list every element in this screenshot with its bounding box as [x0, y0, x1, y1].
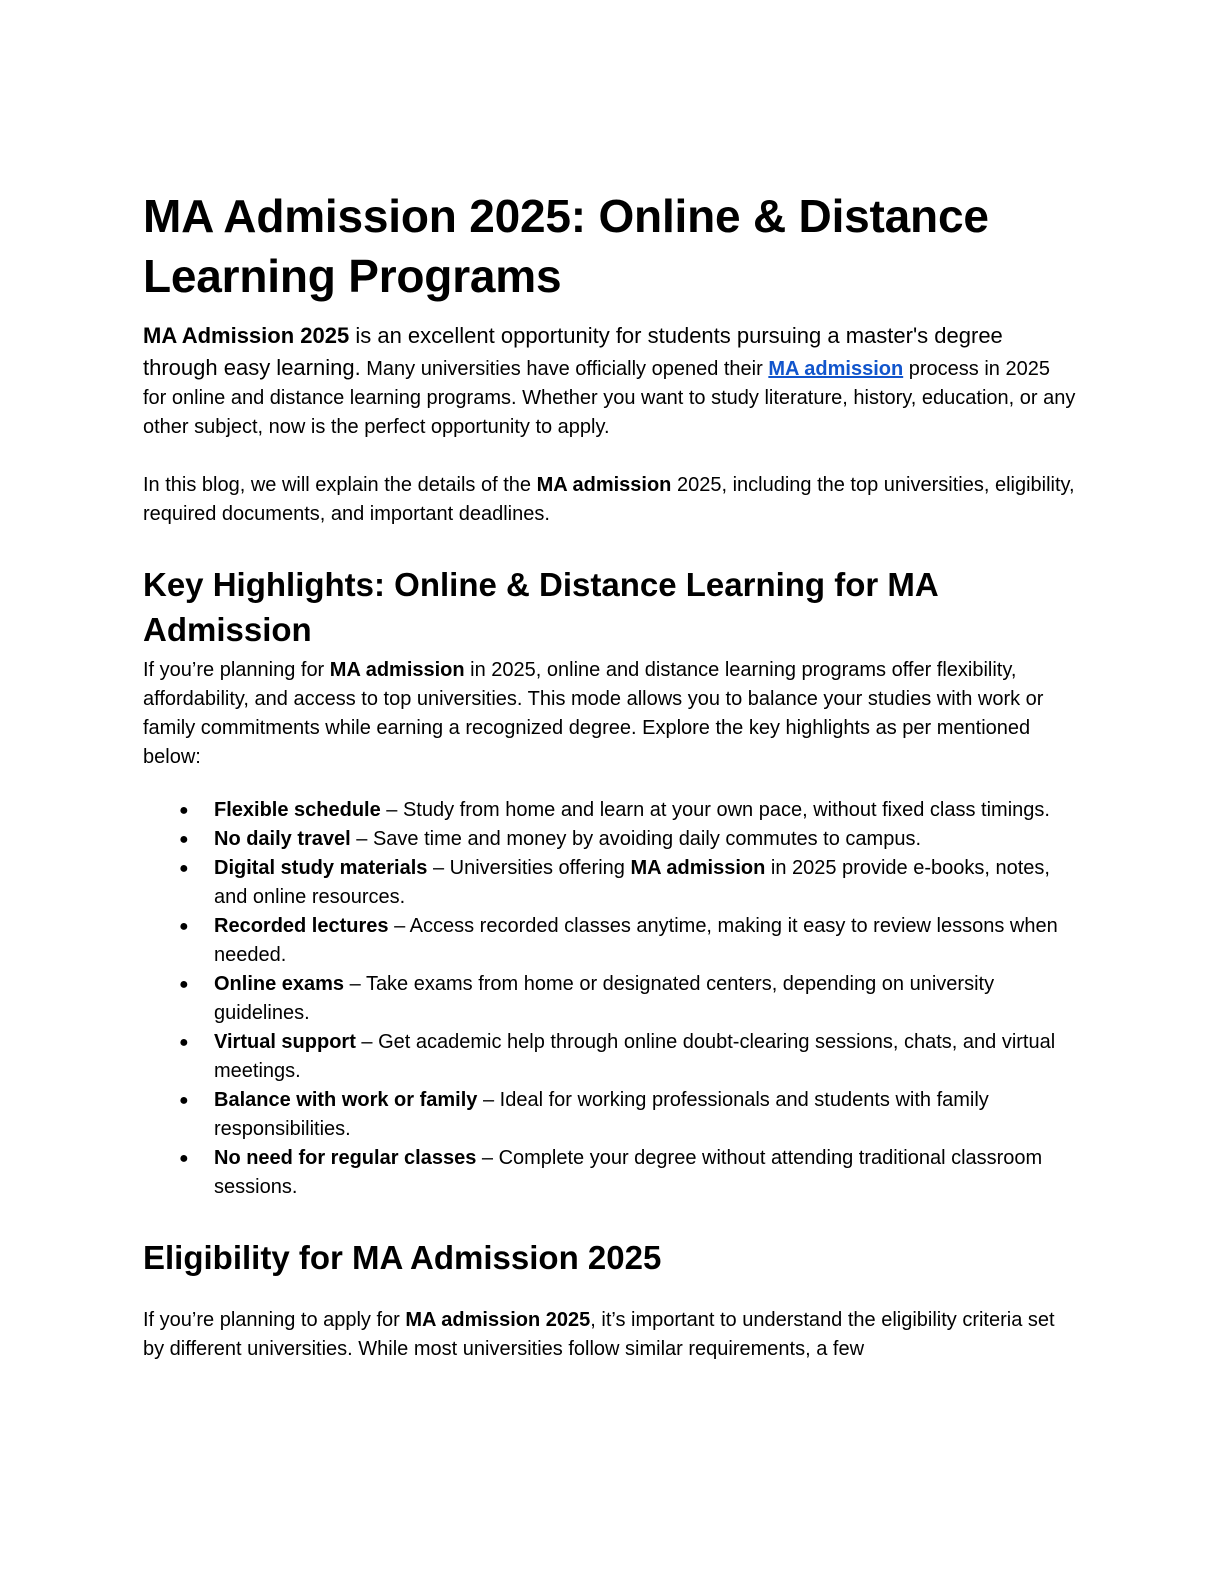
- elig-bold: MA admission 2025: [405, 1309, 591, 1331]
- ma-admission-link[interactable]: MA admission: [768, 358, 904, 380]
- page-title: MA Admission 2025: Online & Distance Learning Programs: [143, 190, 989, 302]
- eligibility-heading: Eligibility for MA Admission 2025: [143, 1239, 662, 1276]
- bullet-bold: Flexible schedule: [214, 799, 381, 821]
- list-item: [143, 1144, 1078, 1202]
- bullet-text: – Access recorded classes anytime, making it easy to review lessons when needed.: [214, 915, 1058, 966]
- kh-text-b: in 2025, online and distance learning programs offer flexibility, affordability, and access to top universities. This mode allows you to balance your studies with work or family commitments while earning a recognized degree. Explore the key highlights as per mentioned below:: [143, 659, 1044, 768]
- key-highlights-paragraph: [143, 656, 1078, 772]
- intro-text-b: Many universities have officially opened their: [360, 358, 769, 380]
- bullet-bold: Virtual support: [214, 1031, 356, 1053]
- elig-text-b: , it’s important to understand the eligibility criteria set by different universities. While most universities follow similar requirements, a few: [143, 1309, 1055, 1360]
- bullet-icon: ●: [179, 1034, 189, 1051]
- bullet-bold: Online exams: [214, 973, 345, 995]
- intro-text-c: process in 2025 for online and distance learning programs. Whether you want to study literature, history, education, or any other subject, now is the perfect opportunity to apply.: [143, 358, 1076, 438]
- para2-text-b: 2025, including the top universities, eligibility, required documents, and important deadlines.: [143, 474, 1075, 525]
- document-page: [143, 186, 1078, 1364]
- bullet-icon: ●: [179, 860, 189, 877]
- list-item: [143, 854, 1078, 912]
- bullet-text: – Study from home and learn at your own pace, without fixed class timings.: [380, 799, 1050, 821]
- bullet-bold: Digital study materials: [214, 857, 428, 879]
- intro-bold: MA Admission 2025: [143, 323, 350, 348]
- bullet-text-2: in 2025 provide e-books, notes, and online resources.: [214, 857, 1050, 908]
- highlights-list: [143, 796, 1078, 1202]
- list-item: [143, 912, 1078, 970]
- blog-intro-paragraph: [143, 471, 1078, 529]
- list-item: [143, 825, 1078, 854]
- bullet-text: – Ideal for working professionals and students with family responsibilities.: [214, 1089, 989, 1140]
- elig-text-a: If you’re planning to apply for: [143, 1309, 406, 1331]
- bullet-text: – Get academic help through online doubt-clearing sessions, chats, and virtual meetings.: [214, 1031, 1056, 1082]
- intro-text-a: is an excellent opportunity for students pursuing a master's degree through easy learning.: [143, 323, 1003, 380]
- list-item: [143, 1086, 1078, 1144]
- list-item: [143, 796, 1078, 825]
- bullet-icon: ●: [179, 1092, 189, 1109]
- bullet-bold: Balance with work or family: [214, 1089, 478, 1111]
- bullet-bold: No need for regular classes: [214, 1147, 477, 1169]
- bullet-icon: ●: [179, 831, 189, 848]
- bullet-text: – Take exams from home or designated centers, depending on university guidelines.: [214, 973, 995, 1024]
- bullet-text: – Universities offering: [427, 857, 631, 879]
- bullet-bold: Recorded lectures: [214, 915, 389, 937]
- bullet-bold: No daily travel: [214, 828, 351, 850]
- para2-bold: MA admission: [536, 474, 672, 496]
- kh-text-a: If you’re planning for: [143, 659, 330, 681]
- bullet-icon: ●: [179, 976, 189, 993]
- bullet-icon: ●: [179, 1150, 189, 1167]
- intro-paragraph: [143, 320, 1078, 442]
- kh-bold: MA admission: [329, 659, 465, 681]
- bullet-icon: ●: [179, 918, 189, 935]
- bullet-text: – Complete your degree without attending traditional classroom sessions.: [214, 1147, 1043, 1198]
- list-item: [143, 970, 1078, 1028]
- eligibility-paragraph: [143, 1306, 1078, 1364]
- key-highlights-heading: Key Highlights: Online & Distance Learning for MA Admission: [143, 566, 938, 648]
- bullet-bold-2: MA admission: [630, 857, 766, 879]
- bullet-icon: ●: [179, 802, 189, 819]
- bullet-text: – Save time and money by avoiding daily commutes to campus.: [350, 828, 922, 850]
- para2-text-a: In this blog, we will explain the details of the: [143, 474, 537, 496]
- list-item: [143, 1028, 1078, 1086]
